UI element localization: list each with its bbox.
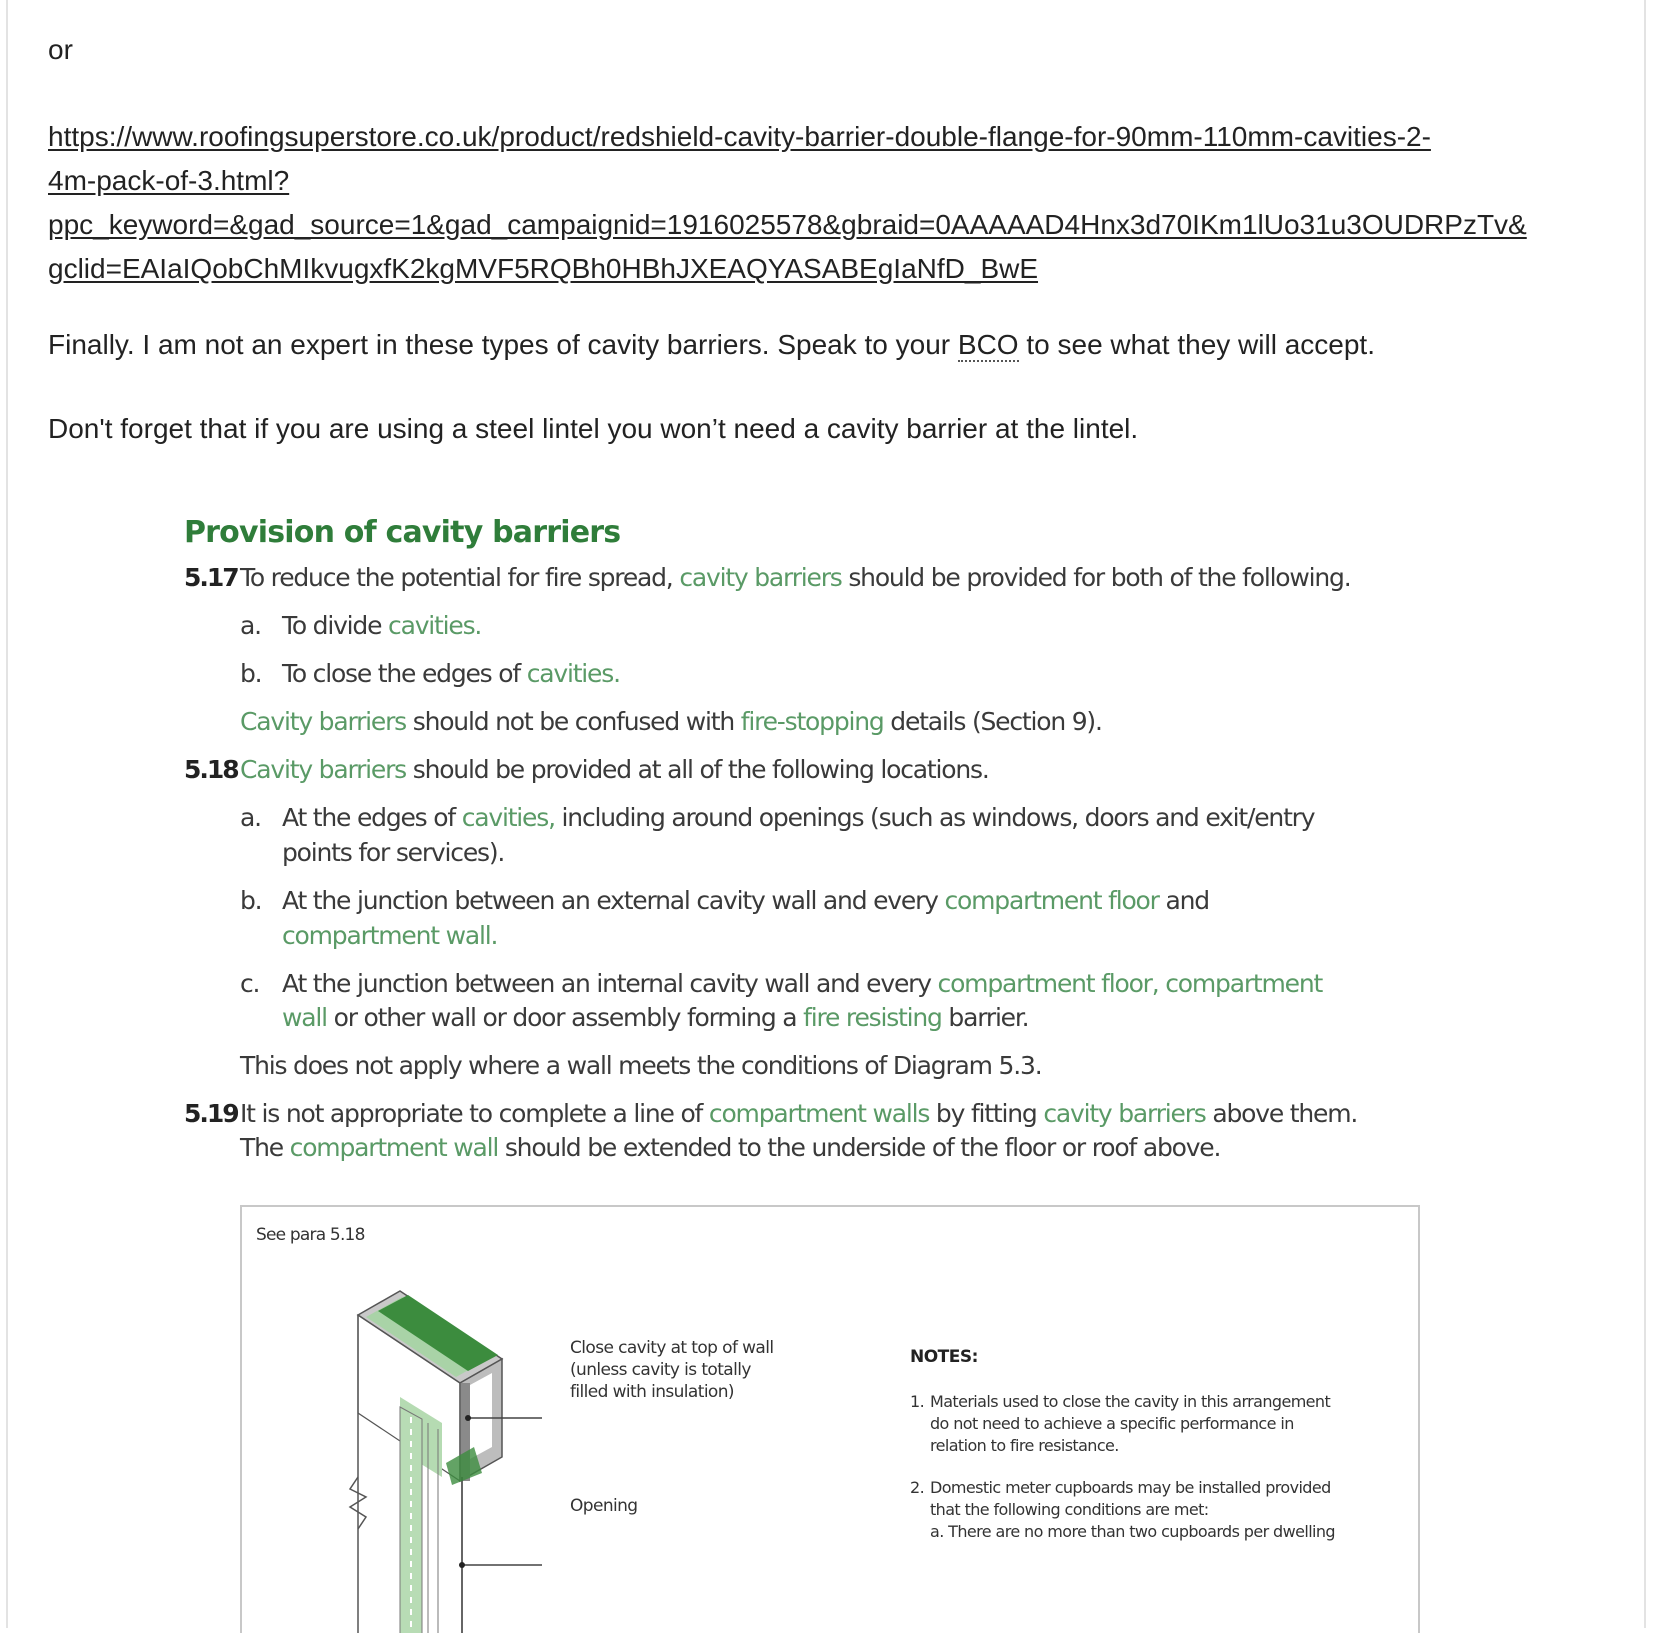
note-line: relation to fire resistance. bbox=[930, 1436, 1119, 1455]
text: should be provided for both of the following. bbox=[841, 563, 1351, 592]
lintel-paragraph: Don't forget that if you are using a steel lintel you won’t need a cavity barrier at the lintel. bbox=[48, 413, 1139, 444]
product-link-paragraph bbox=[48, 115, 1588, 291]
note-1 bbox=[910, 1391, 1331, 1457]
text: should be extended to the underside of the floor or roof above. bbox=[498, 1133, 1221, 1162]
text: To close the edges of bbox=[282, 659, 527, 688]
link-line: https://www.roofingsuperstore.co.uk/product/redshield-cavity-barrier-double-flange-for-90mm-110mm-cavities-2- bbox=[48, 121, 1431, 152]
term: cavities. bbox=[526, 659, 620, 688]
text: by fitting bbox=[929, 1099, 1044, 1128]
list-letter: b. bbox=[240, 886, 262, 915]
diagram-5-3 bbox=[240, 1205, 1420, 1633]
para-note: This does not apply where a wall meets the conditions of Diagram 5.3. bbox=[240, 1051, 1042, 1080]
notes-heading: NOTES: bbox=[910, 1347, 978, 1367]
text: and bbox=[1158, 886, 1209, 915]
note-line: Materials used to close the cavity in this arrangement bbox=[930, 1392, 1331, 1411]
list-item bbox=[282, 803, 1314, 832]
para-5-18 bbox=[240, 755, 989, 784]
term: compartment floor bbox=[944, 886, 1159, 915]
para-note bbox=[240, 707, 1102, 736]
term: Cavity barriers bbox=[240, 755, 406, 784]
para-number-5-18: 5.18 bbox=[184, 755, 238, 784]
list-item bbox=[282, 886, 1209, 915]
text: to see what they will accept. bbox=[1018, 329, 1375, 360]
link-line: gclid=EAIaIQobChMIkvugxfK2kgMVF5RQBh0HBhJXEAQYASABEgIaNfD_BwE bbox=[48, 253, 1039, 284]
text: including around openings (such as windows, doors and exit/entry bbox=[554, 803, 1315, 832]
product-link[interactable] bbox=[48, 121, 1527, 284]
text: To reduce the potential for fire spread, bbox=[240, 563, 680, 592]
para-5-19 bbox=[240, 1099, 1357, 1128]
list-item-cont: compartment wall. bbox=[282, 921, 498, 950]
note-number: 1. bbox=[910, 1392, 925, 1411]
list-item bbox=[282, 659, 620, 688]
section-heading: Provision of cavity barriers bbox=[184, 515, 621, 550]
list-letter: a. bbox=[240, 611, 261, 640]
list-letter: c. bbox=[240, 969, 260, 998]
term: cavity barriers bbox=[1043, 1099, 1206, 1128]
text: should be provided at all of the following locations. bbox=[406, 755, 989, 784]
text: above them. bbox=[1205, 1099, 1358, 1128]
para-5-17 bbox=[240, 563, 1350, 592]
term: Cavity barriers bbox=[240, 707, 406, 736]
list-item-cont bbox=[282, 1003, 1028, 1032]
list-letter: a. bbox=[240, 803, 261, 832]
list-item bbox=[282, 611, 481, 640]
note-number: 2. bbox=[910, 1478, 925, 1497]
term: compartment floor, compartment bbox=[937, 969, 1323, 998]
text: It is not appropriate to complete a line of bbox=[240, 1099, 709, 1128]
list-item bbox=[282, 969, 1322, 998]
text: details (Section 9). bbox=[883, 707, 1102, 736]
text: At the edges of bbox=[282, 803, 462, 832]
callout-close-cavity bbox=[570, 1337, 774, 1403]
text: To divide bbox=[282, 611, 389, 640]
term: fire resisting bbox=[803, 1003, 942, 1032]
text: or other wall or door assembly forming a bbox=[326, 1003, 804, 1032]
text: should not be confused with bbox=[406, 707, 741, 736]
link-line: ppc_keyword=&gad_source=1&gad_campaignid=1916025578&gbraid=0AAAAAD4Hnx3d70IKm1lUo31u3OUDRPzTv& bbox=[48, 209, 1527, 240]
callout-opening: Opening bbox=[570, 1496, 638, 1516]
cavity-wall-illustration-icon bbox=[322, 1267, 742, 1633]
text: At the junction between an internal cavity wall and every bbox=[282, 969, 938, 998]
link-line: 4m-pack-of-3.html? bbox=[48, 165, 290, 196]
term: wall bbox=[282, 1003, 327, 1032]
note-line: Domestic meter cupboards may be installed provided bbox=[930, 1478, 1331, 1497]
text: barrier. bbox=[941, 1003, 1029, 1032]
note-line: do not need to achieve a specific performance in bbox=[930, 1414, 1294, 1433]
callout-line: filled with insulation) bbox=[570, 1382, 734, 1402]
finally-paragraph bbox=[48, 323, 1375, 367]
list-letter: b. bbox=[240, 659, 262, 688]
embedded-regulation-image[interactable] bbox=[158, 503, 1528, 1633]
term: cavities. bbox=[388, 611, 482, 640]
term: cavities, bbox=[461, 803, 555, 832]
term: fire-stopping bbox=[740, 707, 884, 736]
term: compartment wall bbox=[289, 1133, 499, 1162]
text: At the junction between an external cavity wall and every bbox=[282, 886, 945, 915]
para-number-5-19: 5.19 bbox=[184, 1099, 238, 1128]
para-number-5-17: 5.17 bbox=[184, 563, 238, 592]
see-para-label: See para 5.18 bbox=[256, 1225, 365, 1245]
callout-line: Close cavity at top of wall bbox=[570, 1338, 774, 1358]
note-line: a. There are no more than two cupboards per dwelling bbox=[930, 1522, 1335, 1541]
forum-post bbox=[6, 0, 1646, 1628]
note-line: that the following conditions are met: bbox=[930, 1500, 1209, 1519]
term: cavity barriers bbox=[679, 563, 842, 592]
list-item-cont: points for services). bbox=[282, 838, 505, 867]
callout-line: (unless cavity is totally bbox=[570, 1360, 751, 1380]
or-paragraph: or bbox=[48, 34, 73, 65]
text: The bbox=[240, 1133, 290, 1162]
para-5-19-cont bbox=[240, 1133, 1220, 1162]
note-2 bbox=[910, 1477, 1335, 1543]
term: compartment walls bbox=[708, 1099, 930, 1128]
text: Finally. I am not an expert in these types of cavity barriers. Speak to your bbox=[48, 329, 958, 360]
bco-abbreviation[interactable]: BCO bbox=[957, 329, 1019, 360]
